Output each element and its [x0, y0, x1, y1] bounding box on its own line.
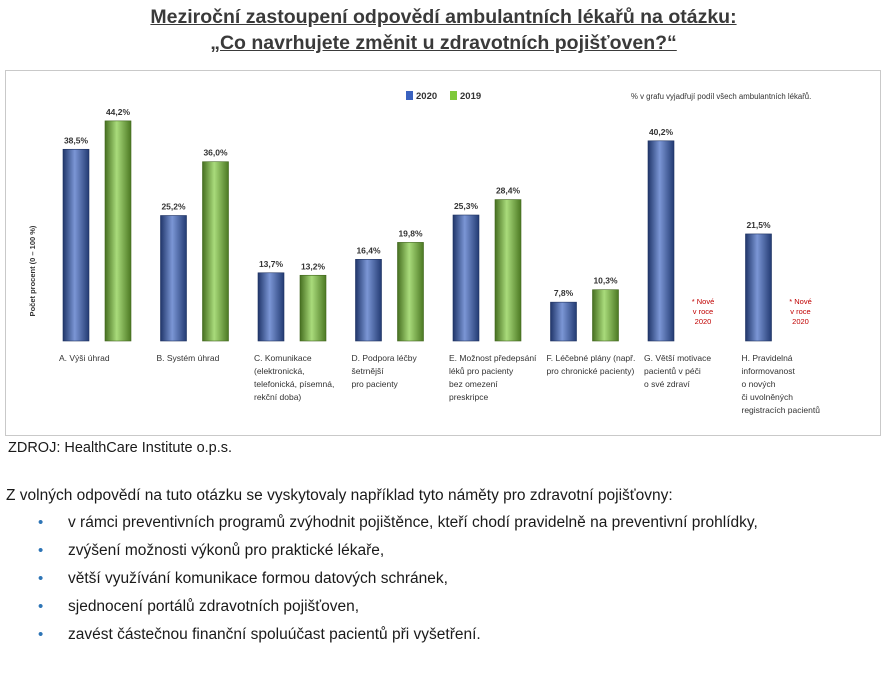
- bar-2019-3: [398, 242, 424, 341]
- bar-2020-7: [746, 234, 772, 341]
- category-label-3-0: D. Podpora léčby: [351, 353, 417, 363]
- bar-2019-4: [495, 200, 521, 341]
- new-note-6-1: v roce: [692, 307, 714, 316]
- category-label-7-4: registracích pacientů: [741, 405, 820, 415]
- data-label-2020-0: 38,5%: [63, 135, 89, 146]
- category-label-7-0: H. Pravidelná: [741, 353, 793, 363]
- bullet-icon: •: [38, 542, 44, 559]
- bar-2020-5: [551, 302, 577, 341]
- category-label-5-0: F. Léčebné plány (např.: [546, 353, 636, 363]
- chart-panel: [5, 70, 881, 436]
- bar-2019-5: [593, 290, 619, 341]
- bar-2019-1: [203, 162, 229, 341]
- new-note-7-2: 2020: [792, 317, 809, 326]
- category-label-4-3: preskripce: [449, 392, 489, 402]
- category-label-2-1: (elektronická,: [254, 366, 305, 376]
- category-label-4-2: bez omezení: [449, 379, 498, 389]
- list-item: [38, 539, 860, 562]
- data-label-2019-5: 10,3%: [593, 275, 618, 286]
- category-label-7-3: či uvolněných: [741, 392, 794, 402]
- intro-text: Z volných odpovědí na tuto otázku se vyskytovaly například tyto náměty pro zdravotní pojišťovny:: [6, 487, 673, 504]
- list-item: [38, 623, 860, 646]
- list-item-text: větší využívání komunikace formou datových schránek,: [68, 570, 448, 587]
- list-item-text: zvýšení možnosti výkonů pro praktické lékaře,: [68, 542, 385, 559]
- category-label-4-1: léků pro pacienty: [449, 366, 514, 376]
- chart-note: % v grafu vyjadřují podíl všech ambulantních lékařů.: [631, 92, 812, 101]
- category-label-3-2: pro pacienty: [351, 379, 398, 389]
- data-label-2020-1: 25,2%: [161, 201, 186, 212]
- list-item: [38, 511, 860, 534]
- chart-title-line-1: Meziroční zastoupení odpovědí ambulantních lékařů na otázku:: [150, 6, 737, 28]
- category-label-6-0: G. Větší motivace: [644, 353, 712, 363]
- list-item-text: v rámci preventivních programů zvýhodnit pojištěnce, kteří chodí pravidelně na preventivní prohlídky,: [68, 514, 758, 531]
- bullet-icon: •: [38, 514, 44, 531]
- list-item: [38, 595, 860, 618]
- bar-2019-2: [300, 275, 326, 341]
- category-label-6-1: pacientů v péči: [644, 366, 701, 376]
- bullet-icon: •: [38, 570, 44, 587]
- bar-2020-4: [453, 215, 479, 341]
- category-label-1-0: B. Systém úhrad: [156, 353, 220, 363]
- category-label-3-1: šetrnější: [351, 366, 384, 376]
- new-note-6-2: 2020: [694, 317, 712, 326]
- bar-2020-6: [648, 141, 674, 341]
- bar-2020-3: [356, 259, 382, 341]
- data-label-2019-0: 44,2%: [105, 106, 131, 117]
- data-label-2019-2: 13,2%: [300, 261, 326, 272]
- category-label-2-3: rekční doba): [254, 392, 302, 402]
- list-item: [38, 567, 860, 590]
- legend-label-2019: 2019: [460, 91, 482, 102]
- bar-chart: [6, 71, 880, 435]
- legend-label-2020: 2020: [416, 91, 438, 102]
- data-label-2020-3: 16,4%: [356, 245, 381, 256]
- legend-swatch-2019: [450, 91, 457, 100]
- data-label-2019-3: 19,8%: [398, 228, 423, 239]
- source-note: ZDROJ: HealthCare Institute o.p.s.: [8, 440, 233, 456]
- bar-2020-2: [258, 273, 284, 341]
- data-label-2019-4: 28,4%: [495, 185, 521, 196]
- data-label-2020-5: 7,8%: [553, 288, 574, 299]
- category-label-0-0: A. Výši úhrad: [59, 353, 110, 363]
- category-label-4-0: E. Možnost předepsání: [449, 353, 537, 363]
- category-label-7-1: informovanost: [741, 366, 795, 376]
- list-item-text: sjednocení portálů zdravotních pojišťoven,: [68, 598, 360, 615]
- data-label-2020-7: 21,5%: [746, 219, 771, 230]
- new-note-7-1: v roce: [790, 307, 811, 316]
- category-label-5-1: pro chronické pacienty): [546, 366, 635, 376]
- chart-title-line-2: „Co navrhujete změnit u zdravotních pojišťoven?“: [210, 32, 677, 54]
- bar-2020-0: [63, 149, 89, 341]
- category-label-2-2: telefonická, písemná,: [254, 379, 335, 389]
- new-note-7-0: * Nové: [789, 297, 812, 306]
- data-label-2020-6: 40,2%: [648, 126, 674, 137]
- new-note-6-0: * Nové: [691, 297, 715, 306]
- legend-swatch-2020: [406, 91, 413, 100]
- bar-2019-0: [105, 121, 131, 341]
- bar-2020-1: [161, 216, 187, 341]
- category-label-7-2: o nových: [741, 379, 776, 389]
- data-label-2020-2: 13,7%: [258, 258, 284, 269]
- y-axis-label: Počet procent (0 – 100 %): [28, 225, 37, 317]
- ideas-list: [38, 511, 860, 651]
- data-label-2019-1: 36,0%: [203, 147, 228, 158]
- bullet-icon: •: [38, 626, 44, 643]
- data-label-2020-4: 25,3%: [453, 201, 479, 212]
- bullet-icon: •: [38, 598, 44, 615]
- list-item-text: zavést částečnou finanční spoluúčast pacientů při vyšetření.: [68, 626, 481, 643]
- category-label-6-2: o své zdraví: [644, 379, 690, 389]
- category-label-2-0: C. Komunikace: [254, 353, 312, 363]
